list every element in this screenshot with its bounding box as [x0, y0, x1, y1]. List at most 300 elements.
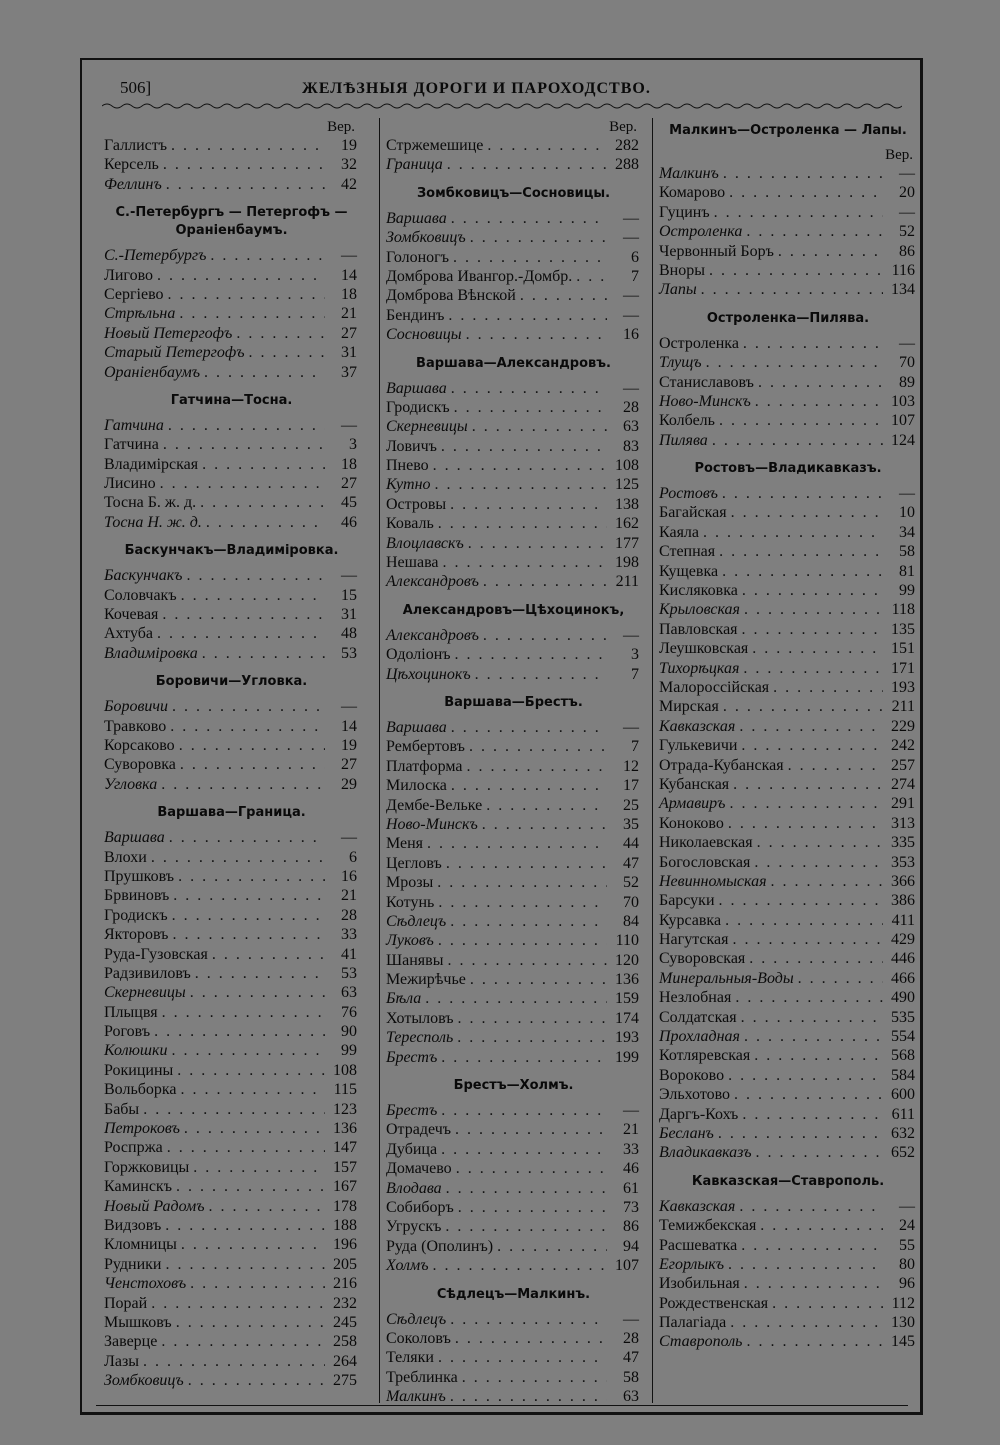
- station-distance: 120: [615, 951, 639, 969]
- station-distance: 55: [899, 1236, 915, 1254]
- dot-leader: [709, 261, 883, 280]
- station-distance: 21: [341, 305, 357, 323]
- dot-leader: [719, 542, 883, 561]
- station-row: [659, 969, 917, 988]
- station-distance: 53: [341, 644, 357, 662]
- route-title: Баскунчакъ—Владиміровка.: [124, 543, 339, 559]
- station-distance: 112: [891, 1294, 915, 1312]
- station-distance: 115: [333, 1081, 357, 1099]
- station-name: Бендинъ: [386, 306, 445, 324]
- station-distance: 216: [333, 1275, 357, 1293]
- station-distance: 554: [891, 1028, 915, 1046]
- dot-leader: [204, 363, 325, 382]
- route-section: [386, 1077, 641, 1276]
- route-section: [104, 673, 359, 794]
- station-distance: 53: [341, 964, 357, 982]
- route-title: Зомбковицъ—Сосновицы.: [416, 185, 611, 201]
- station-name: Каяла: [659, 523, 700, 541]
- dot-leader: [772, 1294, 883, 1313]
- dot-leader: [483, 572, 607, 591]
- station-row: [104, 697, 359, 716]
- dot-leader: [193, 1158, 325, 1177]
- station-name: Керсель: [104, 156, 159, 174]
- dot-leader: [143, 1100, 325, 1119]
- station-name: Луковъ: [386, 932, 434, 950]
- dot-leader: [433, 456, 607, 475]
- station-row: [104, 983, 359, 1002]
- station-row: [659, 1143, 917, 1162]
- station-name: Сѣдлецъ: [386, 1310, 447, 1328]
- station-distance: —: [341, 247, 357, 265]
- dot-leader: [180, 755, 325, 774]
- station-distance: 18: [341, 285, 357, 303]
- station-distance: 46: [623, 1160, 639, 1178]
- dot-leader: [758, 373, 883, 392]
- station-name: Колбель: [659, 412, 715, 430]
- station-distance: 274: [891, 775, 915, 793]
- station-name: Крыловская: [659, 601, 740, 619]
- station-row: [386, 893, 641, 912]
- station-name: Милоска: [386, 777, 447, 795]
- dot-leader: [451, 209, 607, 228]
- station-name: Кломницы: [104, 1236, 177, 1254]
- station-row: [659, 581, 917, 600]
- station-distance: 116: [891, 261, 915, 279]
- station-row: [104, 304, 359, 323]
- dot-leader: [742, 581, 883, 600]
- dot-leader: [151, 1294, 325, 1313]
- dot-leader: [441, 1048, 607, 1067]
- dot-leader: [202, 455, 325, 474]
- station-distance: 25: [623, 796, 639, 814]
- station-distance: 7: [631, 665, 639, 683]
- dot-leader: [445, 1217, 607, 1236]
- station-row: [659, 736, 917, 755]
- station-name: Вольборка: [104, 1081, 177, 1099]
- station-name: Егорлыкъ: [659, 1255, 725, 1273]
- station-row: [104, 566, 359, 585]
- dot-leader: [755, 392, 883, 411]
- station-name: Степная: [659, 543, 716, 561]
- station-row: [659, 542, 917, 561]
- dot-leader: [181, 586, 325, 605]
- dot-leader: [470, 970, 607, 989]
- station-row: [386, 456, 641, 475]
- station-row: [386, 1198, 641, 1217]
- station-row: [386, 286, 641, 305]
- station-name: Радзивиловъ: [104, 964, 191, 982]
- station-row: [386, 1028, 641, 1047]
- dot-leader: [739, 1197, 883, 1216]
- station-row: [659, 1085, 917, 1104]
- dot-leader: [162, 605, 325, 624]
- station-row: [104, 1313, 359, 1332]
- station-row: [104, 136, 359, 155]
- station-name: Незлобная: [659, 989, 732, 1007]
- station-row: [104, 964, 359, 983]
- column-1: [104, 118, 359, 1403]
- station-row: [386, 209, 641, 228]
- route-section: [386, 118, 641, 175]
- station-distance: —: [623, 1310, 639, 1328]
- dot-leader: [458, 1198, 607, 1217]
- dot-leader: [438, 514, 607, 533]
- station-distance: 6: [349, 848, 357, 866]
- station-name: Новый Петергофъ: [104, 324, 233, 342]
- station-name: Даргъ-Кохъ: [659, 1105, 739, 1123]
- station-distance: —: [623, 718, 639, 736]
- station-name: Лапы: [659, 281, 697, 299]
- station-row: [104, 363, 359, 382]
- station-name: Влодава: [386, 1179, 442, 1197]
- station-distance: 19: [341, 137, 357, 154]
- station-name: Бѣла: [386, 990, 422, 1008]
- dot-leader: [160, 474, 325, 493]
- station-name: Горжковицы: [104, 1158, 190, 1176]
- station-name: Стржемешице: [386, 137, 484, 154]
- route-title: Брестъ—Холмъ.: [453, 1078, 574, 1094]
- dot-leader: [725, 911, 883, 930]
- station-row: [386, 1009, 641, 1028]
- station-distance: 33: [341, 926, 357, 944]
- station-distance: 632: [891, 1124, 915, 1142]
- dot-leader: [172, 697, 325, 716]
- station-distance: 108: [333, 1061, 357, 1079]
- station-row: [659, 203, 917, 222]
- station-row: [659, 1008, 917, 1027]
- station-distance: —: [623, 1102, 639, 1120]
- station-distance: 199: [615, 1048, 639, 1066]
- dot-leader: [731, 503, 883, 522]
- dot-leader: [798, 969, 883, 988]
- station-distance: 147: [333, 1139, 357, 1157]
- station-distance: 63: [341, 984, 357, 1002]
- station-name: Петроковъ: [104, 1120, 180, 1138]
- station-name: Барсуки: [659, 892, 715, 910]
- station-name: Одоліонъ: [386, 646, 451, 664]
- station-name: Остроленка: [659, 334, 739, 352]
- station-name: Влоцлавскъ: [386, 534, 464, 552]
- dot-leader: [163, 435, 325, 454]
- station-distance: 125: [615, 476, 639, 494]
- station-row: [659, 261, 917, 280]
- station-row: [659, 1027, 917, 1046]
- station-distance: 24: [899, 1217, 915, 1235]
- station-row: [659, 949, 917, 968]
- station-name: Кисляковка: [659, 582, 738, 600]
- route-section: [659, 310, 917, 450]
- dot-leader: [472, 417, 607, 436]
- station-distance: 242: [891, 737, 915, 755]
- station-name: Кавказская: [659, 717, 736, 735]
- station-distance: 63: [623, 418, 639, 436]
- station-distance: 466: [891, 969, 915, 987]
- dot-leader: [171, 1041, 325, 1060]
- station-name: Сѣдлецъ: [386, 912, 447, 930]
- station-distance: 20: [899, 184, 915, 202]
- station-name: Бабы: [104, 1100, 140, 1118]
- station-distance: 568: [891, 1047, 915, 1065]
- station-distance: 19: [341, 736, 357, 754]
- dot-leader: [739, 717, 883, 736]
- station-distance: 124: [891, 431, 915, 449]
- station-row: [386, 626, 641, 645]
- station-row: [659, 484, 917, 503]
- dot-leader: [202, 644, 325, 663]
- station-distance: 81: [899, 562, 915, 580]
- dot-leader: [186, 566, 325, 585]
- station-distance: 193: [891, 678, 915, 696]
- column-2: [379, 118, 641, 1406]
- dot-leader: [166, 1255, 326, 1274]
- station-name: Лазы: [104, 1352, 140, 1370]
- dot-leader: [163, 155, 325, 174]
- station-name: Цегловъ: [386, 854, 442, 872]
- station-distance: 83: [623, 437, 639, 455]
- station-distance: 130: [891, 1314, 915, 1332]
- station-row: [659, 794, 917, 813]
- dot-leader: [458, 1009, 608, 1028]
- station-name: Дубица: [386, 1140, 438, 1158]
- dot-leader: [743, 334, 883, 353]
- station-distance: —: [341, 567, 357, 585]
- station-row: [659, 891, 917, 910]
- station-name: Коноково: [659, 814, 724, 832]
- station-name: Котляревская: [659, 1047, 751, 1065]
- station-name: Тихорѣцкая: [659, 659, 740, 677]
- dot-leader: [718, 1124, 883, 1143]
- station-name: Островы: [386, 495, 447, 513]
- dot-leader: [168, 285, 325, 304]
- verst-header: Вер.: [327, 119, 355, 135]
- station-name: Соколовъ: [386, 1329, 451, 1347]
- station-name: Червонный Боръ: [659, 242, 774, 260]
- dot-leader: [701, 280, 883, 299]
- station-name: Новый Радомъ: [104, 1197, 205, 1215]
- station-distance: 12: [623, 757, 639, 775]
- station-name: Баскунчакъ: [104, 567, 183, 585]
- dot-leader: [722, 484, 883, 503]
- station-distance: —: [899, 203, 915, 221]
- station-name: Темижбекская: [659, 1217, 757, 1235]
- station-name: Суворовка: [104, 756, 176, 774]
- dot-leader: [468, 534, 607, 553]
- dot-leader: [466, 757, 607, 776]
- page: [80, 58, 923, 1415]
- station-name: С.-Петербургъ: [104, 247, 207, 265]
- station-name: Невинномыская: [659, 872, 767, 890]
- station-row: [104, 1158, 359, 1177]
- station-distance: 84: [623, 912, 639, 930]
- dot-leader: [454, 398, 607, 417]
- dot-leader: [456, 1159, 607, 1178]
- station-row: [386, 854, 641, 873]
- station-row: [104, 586, 359, 605]
- station-row: [386, 737, 641, 756]
- station-name: Старый Петергофъ: [104, 344, 245, 362]
- station-row: [386, 1159, 641, 1178]
- station-row: [104, 1235, 359, 1254]
- station-distance: 291: [891, 795, 915, 813]
- station-row: [659, 1105, 917, 1124]
- station-name: Хотыловъ: [386, 1009, 454, 1027]
- station-name: Сергіево: [104, 285, 164, 303]
- station-name: Граница: [386, 156, 443, 174]
- station-name: Прушковъ: [104, 867, 175, 885]
- station-name: Колюшки: [104, 1042, 168, 1060]
- station-distance: 162: [615, 515, 639, 533]
- route-section: [386, 694, 641, 1067]
- dot-leader: [188, 1371, 325, 1390]
- station-name: Гатчина: [104, 416, 164, 434]
- dot-leader: [466, 325, 607, 344]
- dot-leader: [179, 304, 325, 323]
- station-name: Нешава: [386, 554, 439, 572]
- station-row: [104, 945, 359, 964]
- station-distance: 282: [615, 137, 639, 154]
- station-row: [386, 417, 641, 436]
- dot-leader: [177, 1061, 325, 1080]
- station-distance: 61: [623, 1179, 639, 1197]
- route-section: [386, 355, 641, 592]
- station-row: [659, 814, 917, 833]
- station-name: Варшава: [386, 209, 447, 227]
- station-distance: 7: [631, 738, 639, 756]
- station-name: Варшава: [386, 379, 447, 397]
- dot-leader: [450, 1310, 607, 1329]
- station-distance: 288: [615, 156, 639, 174]
- dot-leader: [161, 1332, 325, 1351]
- station-row: [104, 848, 359, 867]
- station-distance: 232: [333, 1294, 357, 1312]
- station-name: Меня: [386, 835, 424, 853]
- dot-leader: [162, 1003, 325, 1022]
- route-section: [104, 204, 359, 382]
- dot-leader: [170, 717, 325, 736]
- station-distance: 446: [891, 950, 915, 968]
- station-row: [386, 873, 641, 892]
- station-distance: —: [623, 209, 639, 227]
- station-distance: 136: [333, 1120, 357, 1138]
- page-title: ЖЕЛѢЗНЫЯ ДОРОГИ И ПАРОХОДСТВО.: [302, 80, 651, 97]
- station-row: [659, 756, 917, 775]
- station-row: [104, 1332, 359, 1351]
- station-name: Прохладная: [659, 1028, 740, 1046]
- dot-leader: [427, 834, 607, 853]
- station-distance: 32: [341, 156, 357, 174]
- station-distance: 70: [899, 354, 915, 372]
- station-name: Скерневицы: [104, 984, 186, 1002]
- dot-leader: [143, 1352, 325, 1371]
- station-distance: 52: [899, 223, 915, 241]
- dot-leader: [447, 155, 607, 174]
- station-distance: 313: [891, 814, 915, 832]
- station-row: [104, 343, 359, 362]
- station-distance: —: [899, 1197, 915, 1215]
- station-name: Домброва Ивангор.-Домбр.: [386, 267, 573, 285]
- station-distance: 14: [341, 266, 357, 284]
- verst-header: Вер.: [885, 147, 913, 163]
- station-row: [104, 474, 359, 493]
- station-row: [104, 1197, 359, 1216]
- dot-leader: [728, 1066, 883, 1085]
- dot-leader: [450, 912, 607, 931]
- dot-leader: [457, 1028, 607, 1047]
- dot-leader: [200, 493, 325, 512]
- dot-leader: [722, 562, 883, 581]
- station-distance: 118: [891, 601, 915, 619]
- page-number: 506]: [120, 78, 152, 97]
- station-distance: 76: [341, 1003, 357, 1021]
- dot-leader: [483, 626, 607, 645]
- station-row: [104, 416, 359, 435]
- route-title: С.-Петербургъ — Петергофъ — Ораніенбаумъ.: [115, 205, 348, 239]
- station-distance: 27: [341, 324, 357, 342]
- station-distance: 31: [341, 344, 357, 362]
- station-distance: 58: [899, 543, 915, 561]
- station-row: [386, 1217, 641, 1236]
- dot-leader: [742, 620, 883, 639]
- station-row: [386, 495, 641, 514]
- dot-leader: [733, 930, 884, 949]
- station-name: Тлущъ: [659, 354, 702, 372]
- station-row: [659, 1124, 917, 1143]
- station-row: [386, 931, 641, 950]
- station-row: [104, 246, 359, 265]
- station-row: [659, 280, 917, 299]
- station-row: [659, 222, 917, 241]
- station-row: [386, 1237, 641, 1256]
- station-row: [659, 503, 917, 522]
- station-row: [659, 1274, 917, 1293]
- dot-leader: [714, 203, 883, 222]
- station-distance: 211: [615, 573, 639, 591]
- station-row: [659, 872, 917, 891]
- station-distance: 7: [631, 267, 639, 285]
- dot-leader: [448, 306, 607, 325]
- station-name: Малкинъ: [659, 165, 719, 182]
- dot-leader: [433, 1256, 607, 1275]
- dot-leader: [195, 964, 325, 983]
- station-name: Малкинъ: [386, 1388, 446, 1406]
- station-name: Угрускъ: [386, 1218, 442, 1236]
- station-row: [386, 514, 641, 533]
- station-name: Теляки: [386, 1349, 434, 1367]
- station-distance: —: [623, 626, 639, 644]
- dot-leader: [744, 1027, 883, 1046]
- dot-leader: [756, 1143, 884, 1162]
- dot-leader: [730, 1313, 883, 1332]
- station-name: Мирская: [659, 698, 719, 716]
- dot-leader: [742, 1105, 883, 1124]
- station-name: Ловичъ: [386, 437, 437, 455]
- station-name: Сосновицы: [386, 326, 462, 344]
- station-distance: 28: [623, 1329, 639, 1347]
- route-title: Варшава—Александровъ.: [416, 355, 611, 371]
- station-distance: 335: [891, 834, 915, 852]
- station-name: Мышковъ: [104, 1313, 172, 1331]
- dot-leader: [723, 697, 883, 716]
- station-row: [104, 1080, 359, 1099]
- station-name: Пнево: [386, 457, 429, 475]
- station-row: [659, 853, 917, 872]
- dot-leader: [788, 756, 883, 775]
- dot-leader: [210, 246, 325, 265]
- station-distance: 28: [623, 398, 639, 416]
- dot-leader: [443, 553, 607, 572]
- route-section: [386, 1286, 641, 1407]
- dot-leader: [447, 951, 607, 970]
